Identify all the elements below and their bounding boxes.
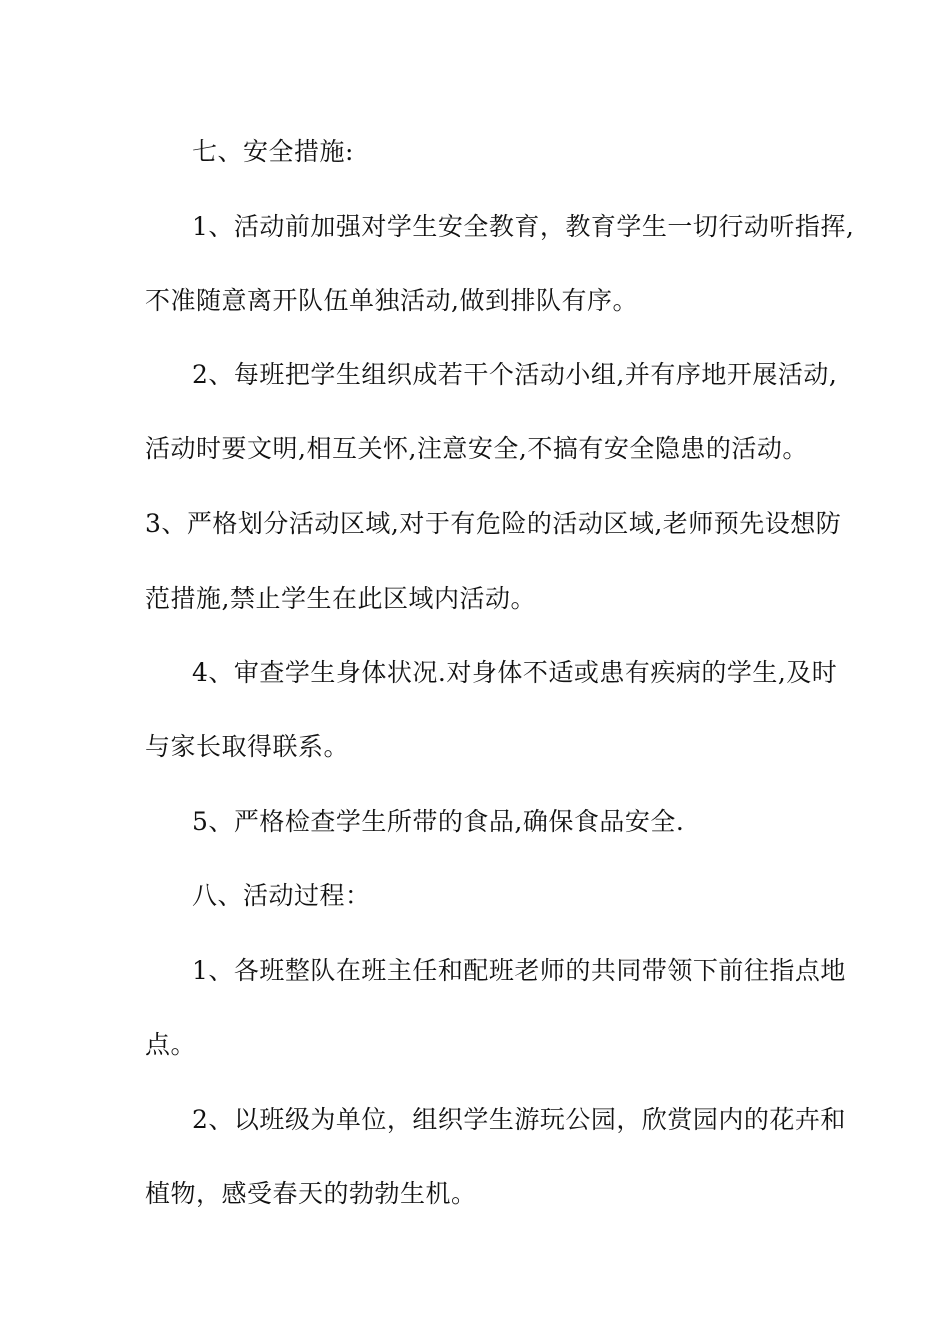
paragraph-line: 植物，感受春天的勃勃生机。 — [145, 1179, 477, 1208]
section-heading-process: 八、活动过程： — [192, 881, 371, 910]
paragraph-line: 与家长取得联系。 — [145, 732, 350, 761]
paragraph-line: 1、各班整队在班主任和配班老师的共同带领下前往指点地 — [192, 956, 846, 985]
paragraph-line: 点。 — [145, 1030, 197, 1059]
paragraph-line: 范措施,禁止学生在此区域内活动。 — [145, 584, 536, 613]
paragraph-line: 1、活动前加强对学生安全教育，教育学生一切行动听指挥, — [192, 212, 855, 241]
paragraph-line: 5、严格检查学生所带的食品,确保食品安全. — [192, 807, 685, 836]
paragraph-line: 4、审查学生身体状况.对身体不适或患有疾病的学生,及时 — [192, 658, 838, 687]
paragraph-line: 3、严格划分活动区域,对于有危险的活动区域,老师预先设想防 — [145, 509, 842, 538]
section-heading-safety: 七、安全措施: — [192, 137, 354, 166]
paragraph-line: 不准随意离开队伍单独活动,做到排队有序。 — [145, 286, 638, 315]
paragraph-line: 活动时要文明,相互关怀,注意安全,不搞有安全隐患的活动。 — [145, 434, 808, 463]
paragraph-line: 2、每班把学生组织成若干个活动小组,并有序地开展活动, — [192, 360, 838, 389]
paragraph-line: 2、以班级为单位，组织学生游玩公园，欣赏园内的花卉和 — [192, 1105, 846, 1134]
